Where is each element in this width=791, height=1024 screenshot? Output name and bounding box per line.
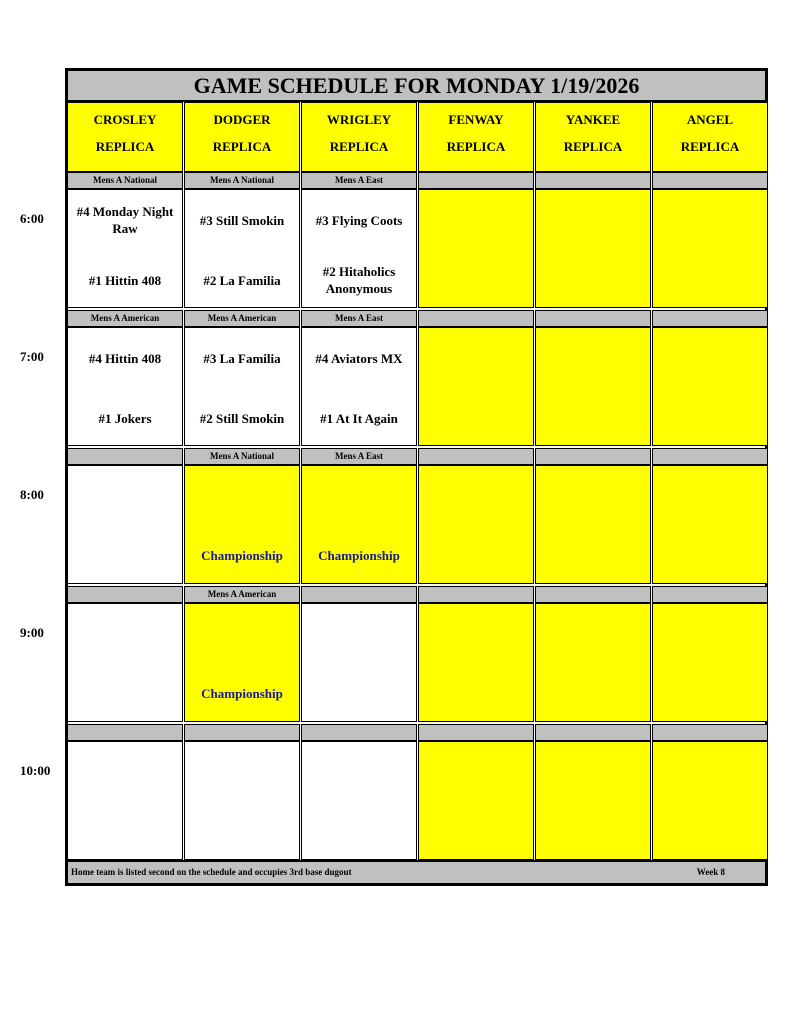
game-cell <box>67 327 183 446</box>
page-title: GAME SCHEDULE FOR MONDAY 1/19/2026 <box>65 68 768 102</box>
division-band: Mens A East <box>301 310 417 327</box>
division-band <box>418 448 534 465</box>
championship-label: Championship <box>201 686 283 701</box>
field-header-crosley <box>67 102 183 172</box>
game-cell <box>301 189 417 308</box>
home-team-note: Home team is listed second on the schedule and occupies 3rd base dugout <box>71 867 352 877</box>
division-band: Mens A National <box>184 448 300 465</box>
division-band: Mens A American <box>184 586 300 603</box>
division-band: Mens A National <box>67 172 183 189</box>
field-sub: REPLICA <box>212 139 272 154</box>
division-band <box>418 724 534 741</box>
field-header-dodger <box>184 102 300 172</box>
empty-slot-cell <box>67 603 183 722</box>
division-band <box>184 724 300 741</box>
empty-slot-cell <box>301 603 417 722</box>
division-band <box>418 310 534 327</box>
division-band <box>67 586 183 603</box>
empty-slot-cell <box>535 741 651 860</box>
division-band: Mens A East <box>301 172 417 189</box>
championship-label: Championship <box>318 548 400 563</box>
field-name: YANKEE <box>565 112 621 127</box>
home-team: #2 Still Smokin <box>199 410 285 426</box>
away-team: #3 La Familia <box>203 350 281 366</box>
field-sub: REPLICA <box>329 139 389 154</box>
division-band <box>535 172 651 189</box>
game-cell <box>67 189 183 308</box>
game-cell <box>184 327 300 446</box>
championship-cell <box>301 465 417 584</box>
empty-slot-cell <box>652 189 768 308</box>
division-band <box>301 724 417 741</box>
division-band: Mens A East <box>301 448 417 465</box>
empty-slot-cell <box>418 741 534 860</box>
field-sub: REPLICA <box>95 139 155 154</box>
field-header-angel <box>652 102 768 172</box>
division-band <box>418 586 534 603</box>
home-team: #1 At It Again <box>320 410 398 426</box>
empty-slot-cell <box>184 741 300 860</box>
division-band <box>652 724 768 741</box>
field-header-fenway <box>418 102 534 172</box>
championship-cell <box>184 465 300 584</box>
division-band <box>535 586 651 603</box>
home-team: #2 La Familia <box>203 272 281 288</box>
division-band <box>535 724 651 741</box>
empty-slot-cell <box>67 465 183 584</box>
away-team: #3 Still Smokin <box>199 212 285 228</box>
away-team: #4 Monday Night Raw <box>76 204 174 236</box>
empty-slot-cell <box>418 603 534 722</box>
field-header-yankee <box>535 102 651 172</box>
division-band <box>652 448 768 465</box>
empty-slot-cell <box>652 741 768 860</box>
empty-slot-cell <box>535 465 651 584</box>
empty-slot-cell <box>652 465 768 584</box>
time-label: 6:00 <box>20 211 44 226</box>
division-band: Mens A National <box>184 172 300 189</box>
home-team: #1 Hittin 408 <box>88 272 162 288</box>
field-name: ANGEL <box>686 112 734 127</box>
time-label: 10:00 <box>20 763 51 778</box>
home-team: #2 Hitaholics Anonymous <box>322 264 396 296</box>
empty-slot-cell <box>535 327 651 446</box>
empty-slot-cell <box>301 741 417 860</box>
away-team: #4 Aviators MX <box>315 350 403 366</box>
home-team: #1 Jokers <box>98 410 152 426</box>
division-band <box>67 448 183 465</box>
time-label: 9:00 <box>20 625 44 640</box>
time-label: 7:00 <box>20 349 44 364</box>
empty-slot-cell <box>67 741 183 860</box>
away-team: #4 Hittin 408 <box>88 350 162 366</box>
empty-slot-cell <box>652 327 768 446</box>
field-name: WRIGLEY <box>326 112 392 127</box>
division-band <box>67 724 183 741</box>
division-band <box>652 310 768 327</box>
schedule-footer <box>65 860 768 886</box>
away-team: #3 Flying Coots <box>315 212 403 228</box>
division-band <box>418 172 534 189</box>
week-label: Week 8 <box>696 867 725 877</box>
empty-slot-cell <box>418 189 534 308</box>
field-header-wrigley <box>301 102 417 172</box>
field-sub: REPLICA <box>563 139 623 154</box>
empty-slot-cell <box>418 465 534 584</box>
championship-cell <box>184 603 300 722</box>
field-name: CROSLEY <box>93 112 157 127</box>
division-band <box>535 310 651 327</box>
field-name: DODGER <box>213 112 271 127</box>
empty-slot-cell <box>535 603 651 722</box>
field-sub: REPLICA <box>680 139 740 154</box>
field-name: FENWAY <box>448 112 504 127</box>
division-band: Mens A American <box>184 310 300 327</box>
empty-slot-cell <box>652 603 768 722</box>
empty-slot-cell <box>418 327 534 446</box>
field-sub: REPLICA <box>446 139 506 154</box>
division-band <box>652 586 768 603</box>
division-band <box>535 448 651 465</box>
division-band <box>301 586 417 603</box>
game-cell <box>301 327 417 446</box>
empty-slot-cell <box>535 189 651 308</box>
division-band: Mens A American <box>67 310 183 327</box>
championship-label: Championship <box>201 548 283 563</box>
game-cell <box>184 189 300 308</box>
time-label: 8:00 <box>20 487 44 502</box>
division-band <box>652 172 768 189</box>
